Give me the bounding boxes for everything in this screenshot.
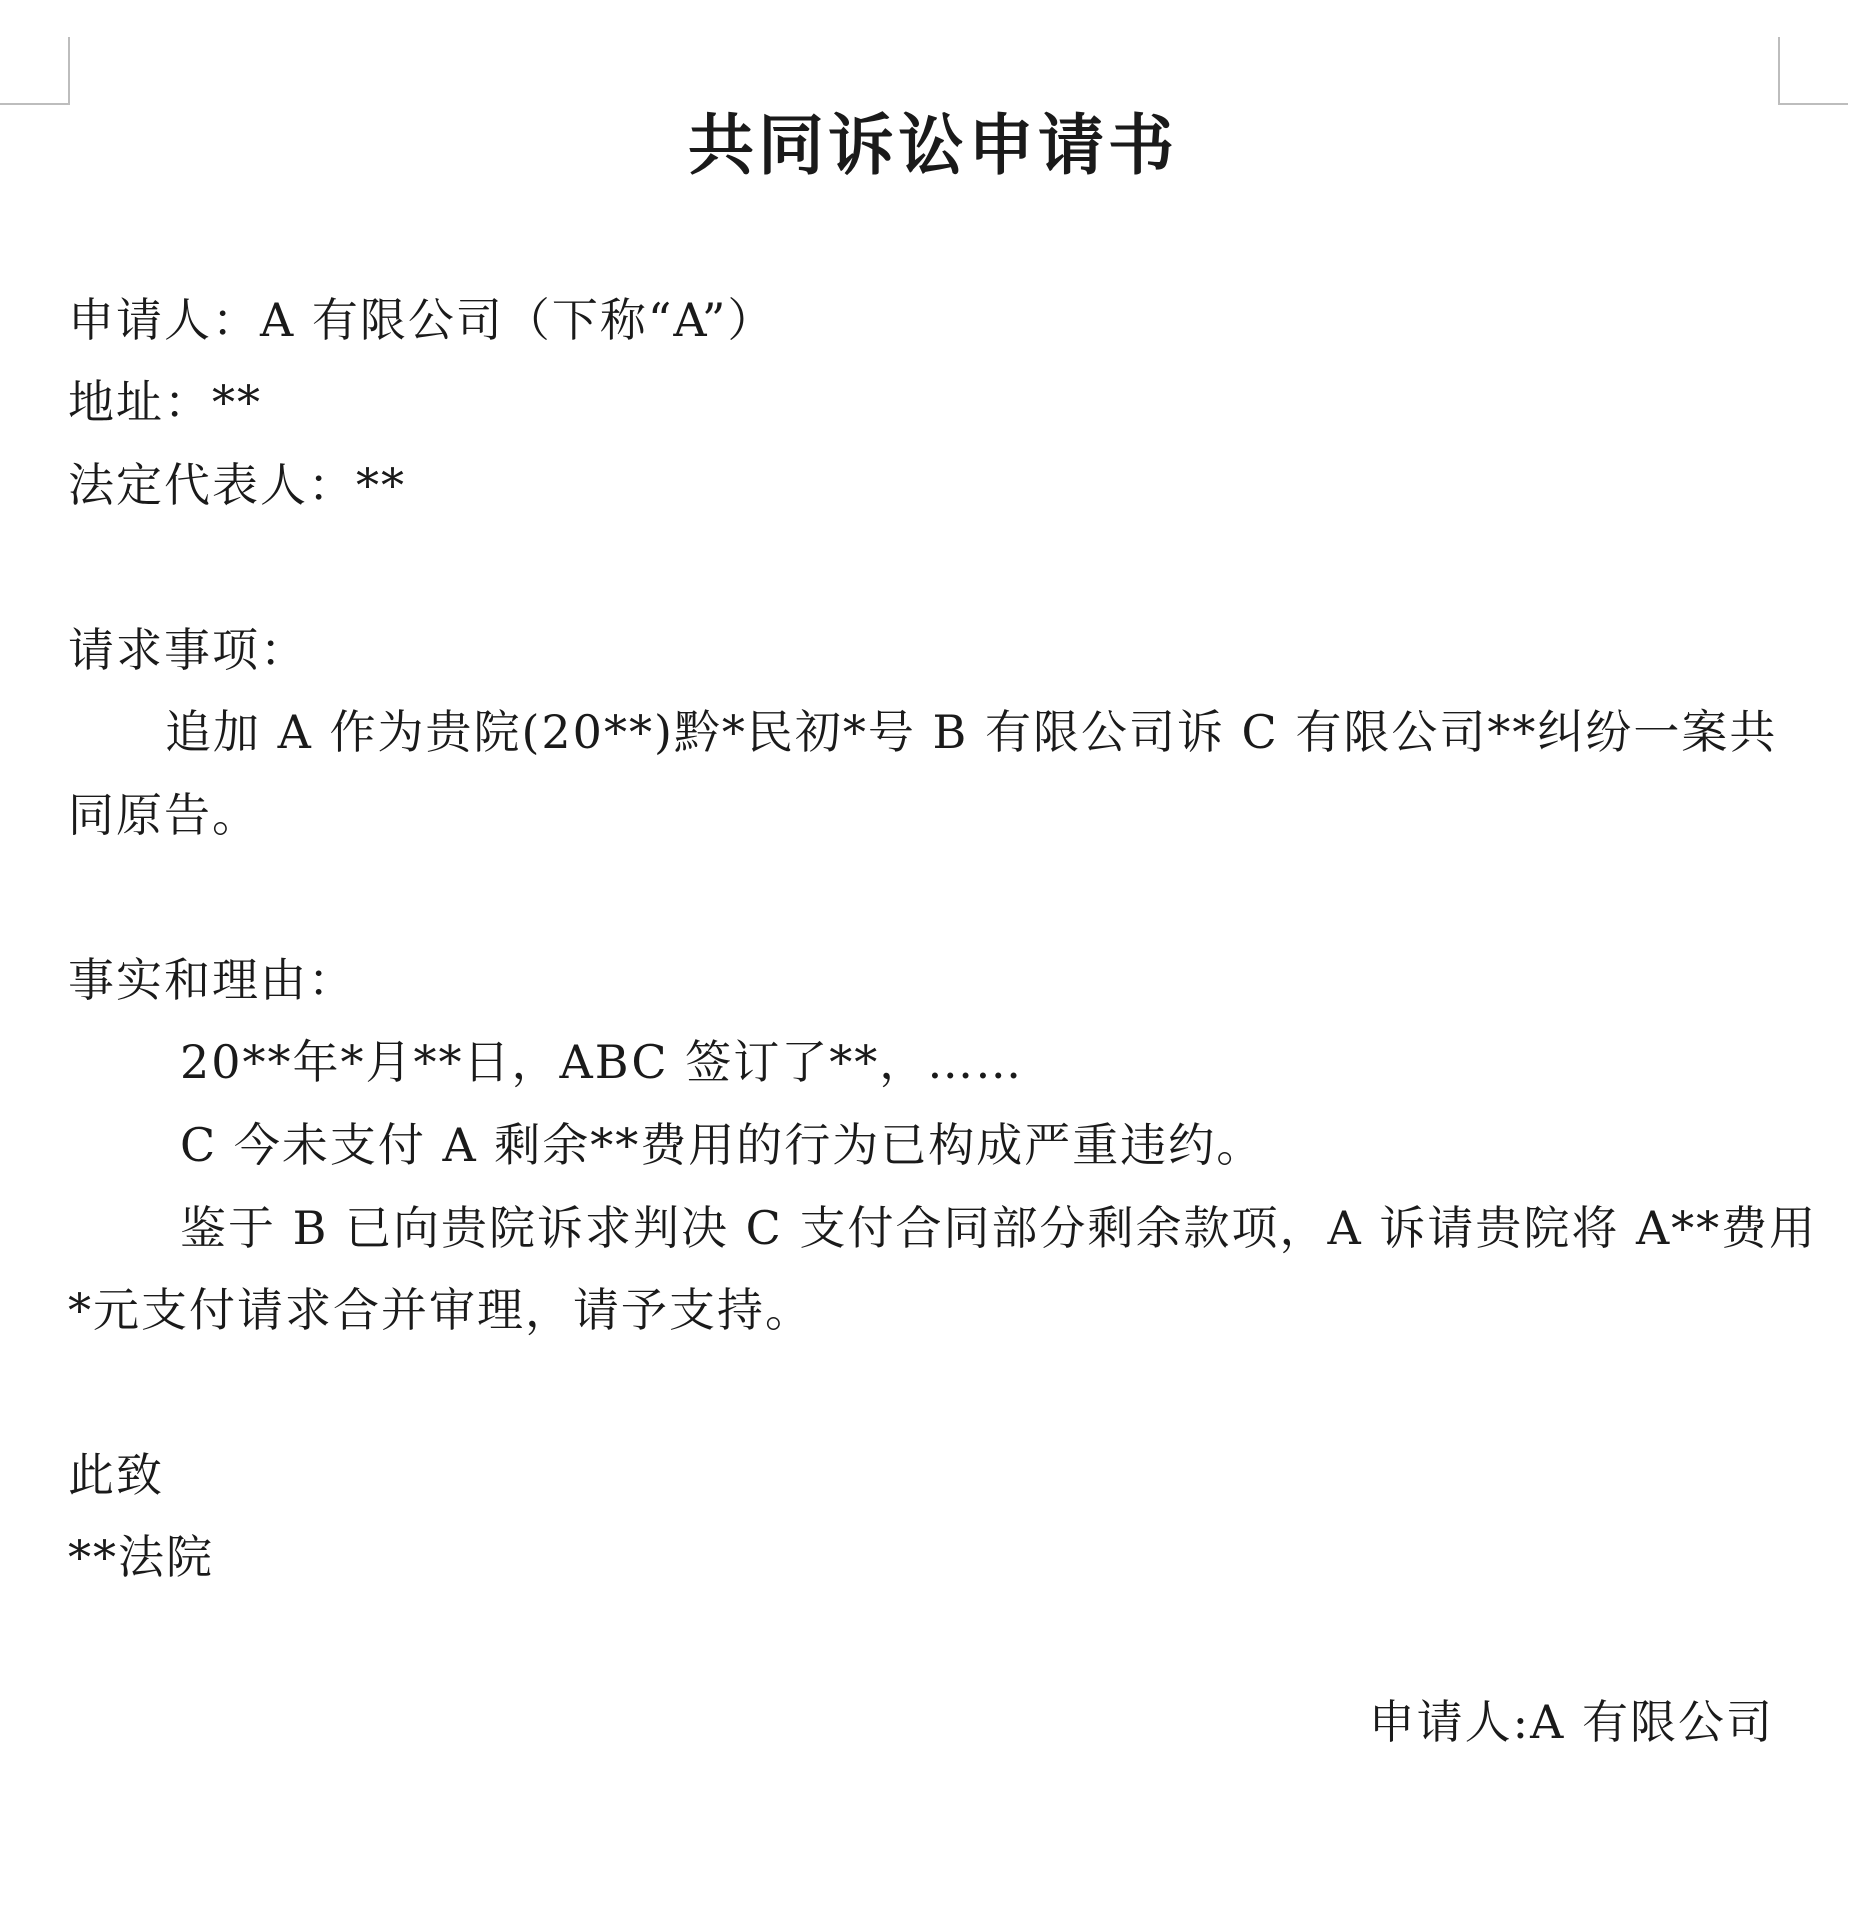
requests-heading: 请求事项：	[68, 623, 308, 677]
facts-heading: 事实和理由：	[68, 953, 356, 1007]
requests-paragraph-line-2: 同原告。	[68, 788, 260, 842]
facts-paragraph-line-3: 鉴于 B 已向贵院诉求判决 C 支付合同部分剩余款项，A 诉请贵院将 A**费用	[180, 1201, 1818, 1255]
facts-paragraph-line-2: C 今未支付 A 剩余**费用的行为已构成严重违约。	[180, 1118, 1265, 1172]
top-left-corner-mark	[0, 37, 70, 105]
address-line: 地址：**	[68, 375, 262, 429]
top-right-corner-mark	[1778, 37, 1848, 105]
requests-paragraph-line-1: 追加 A 作为贵院(20**)黔*民初*号 B 有限公司诉 C 有限公司**纠纷一案共	[165, 705, 1778, 759]
document-title: 共同诉讼申请书	[688, 106, 1178, 184]
closing-court: **法院	[68, 1530, 214, 1584]
facts-paragraph-line-1: 20**年*月**日，ABC 签订了**，……	[180, 1035, 1024, 1089]
legal-representative-line: 法定代表人：**	[68, 458, 406, 512]
applicant-signature: 申请人:A 有限公司	[1368, 1695, 1774, 1749]
closing-salutation: 此致	[68, 1448, 164, 1502]
facts-paragraph-line-4: *元支付请求合并审理，请予支持。	[68, 1283, 813, 1337]
applicant-line: 申请人：A 有限公司（下称“A”）	[68, 293, 776, 347]
